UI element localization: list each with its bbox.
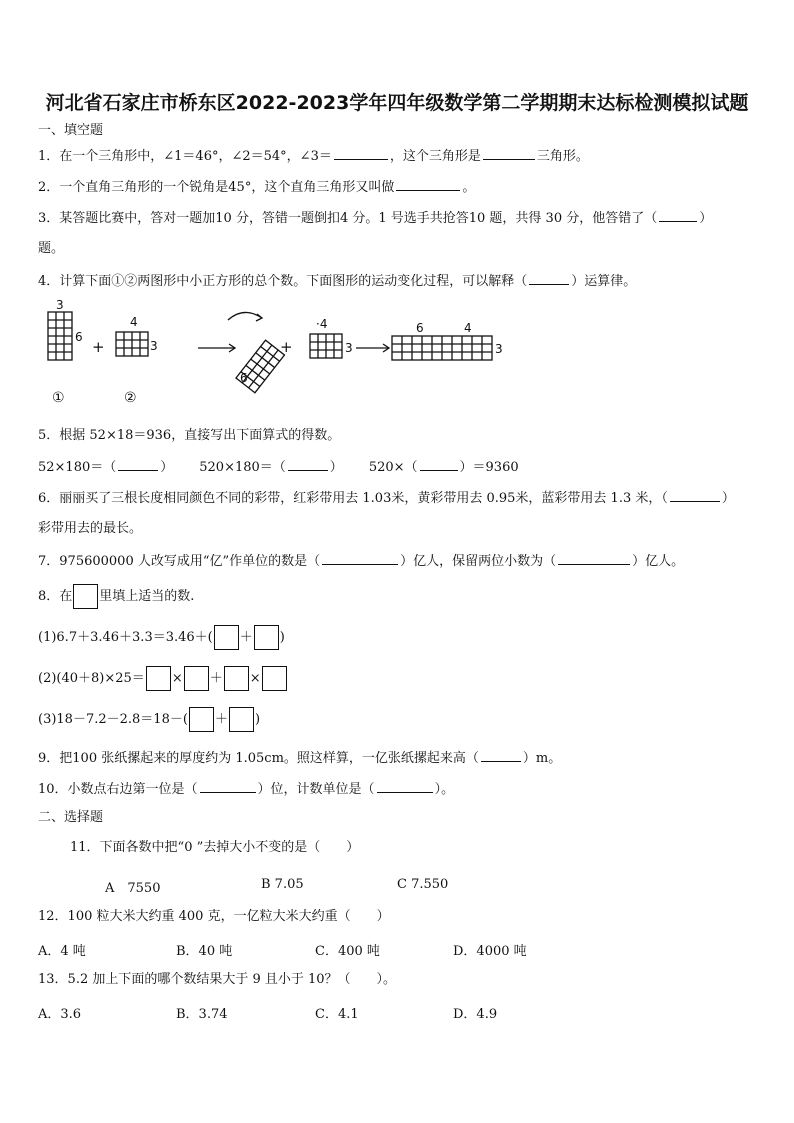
answer-blank[interactable]	[396, 178, 460, 191]
question-4: 4．计算下面①②两图形中小正方形的总个数。下面图形的运动变化过程，可以解释（ ）运算律。	[38, 274, 637, 289]
label-rot-6: 6	[240, 371, 248, 385]
answer-box[interactable]	[189, 707, 214, 732]
question-11: 11．下面各数中把“0 ”去掉大小不变的是（ ）	[70, 840, 360, 855]
label-6-combined: 6	[416, 321, 424, 335]
grid-10x3	[392, 336, 492, 360]
question-6-cont: 彩带用去的最长。	[38, 521, 143, 536]
answer-blank[interactable]	[200, 780, 256, 793]
page-title: 河北省石家庄市桥东区2022-2023学年四年级数学第二学期期末达标检测模拟试题	[45, 92, 749, 114]
option-b[interactable]: B．3.74	[176, 1007, 228, 1022]
question-5: 5．根据 52×18＝936，直接写出下面算式的得数。	[38, 428, 341, 443]
answer-box[interactable]	[146, 666, 171, 691]
answer-blank[interactable]	[334, 147, 388, 160]
option-b[interactable]: B．40 吨	[176, 944, 233, 959]
section-multiple-choice: 二、选择题	[38, 810, 104, 825]
answer-box[interactable]	[262, 666, 287, 691]
option-c[interactable]: C．400 吨	[315, 944, 380, 959]
question-3-cont: 题。	[38, 241, 65, 256]
grid-3x6	[48, 312, 72, 360]
question-8-part-3: (3)18－7.2－2.8＝18－( ＋ )	[38, 707, 260, 733]
option-a[interactable]: A．3.6	[38, 1007, 82, 1022]
question-8: 8．在 里填上适当的数.	[38, 584, 194, 610]
answer-blank[interactable]	[659, 209, 697, 222]
answer-blank[interactable]	[322, 552, 398, 565]
answer-box[interactable]	[184, 666, 209, 691]
answer-box[interactable]	[254, 625, 279, 650]
question-6: 6．丽丽买了三根长度相同颜色不同的彩带，红彩带用去 1.03米，黄彩带用去 0.95米，蓝彩带用去 1.3 米，（ ）	[38, 491, 735, 506]
answer-blank[interactable]	[118, 458, 158, 471]
answer-blank[interactable]	[483, 147, 535, 160]
label-height-3b: 3	[345, 341, 353, 355]
question-2: 2．一个直角三角形的一个锐角是45°，这个直角三角形又叫做 。	[38, 180, 476, 195]
answer-blank[interactable]	[481, 749, 521, 762]
option-c[interactable]: C．4.1	[315, 1007, 359, 1022]
answer-box[interactable]	[229, 707, 254, 732]
rectangle-figure	[40, 298, 510, 410]
option-a[interactable]: A 7550	[105, 881, 161, 896]
question-8-part-2: (2)(40＋8)×25＝ × ＋ ×	[38, 666, 288, 692]
answer-box[interactable]	[224, 666, 249, 691]
question-7: 7．975600000 人改写成用“亿”作单位的数是（ ）亿人，保留两位小数为（ ）亿人。	[38, 554, 685, 569]
label-width-4b: ·4	[316, 317, 328, 331]
section-fill-in: 一、填空题	[38, 123, 104, 138]
answer-box[interactable]	[214, 625, 239, 650]
question-3: 3．某答题比赛中，答对一题加10 分，答错一题倒扣4 分。1 号选手共抢答10 题，共得 30 分，他答错了（ ）	[38, 211, 713, 226]
label-width-3: 3	[56, 298, 64, 312]
answer-box[interactable]	[73, 584, 98, 609]
option-d[interactable]: D．4.9	[453, 1007, 498, 1022]
label-height-3: 3	[150, 339, 158, 353]
label-height-6: 6	[75, 330, 83, 344]
plus-sign: +	[92, 338, 105, 356]
question-12: 12．100 粒大米大约重 400 克，一亿粒大米大约重（ ）	[38, 909, 390, 924]
question-1: 1．在一个三角形中，∠1＝46°，∠2＝54°，∠3＝ ，这个三角形是 三角形。	[38, 149, 589, 164]
label-circle-1: ①	[52, 390, 65, 406]
answer-blank[interactable]	[529, 272, 569, 285]
question-10: 10．小数点右边第一位是（ ）位，计数单位是（ ）。	[38, 782, 455, 797]
answer-blank[interactable]	[558, 552, 630, 565]
answer-blank[interactable]	[670, 489, 720, 502]
option-b[interactable]: B 7.05	[261, 877, 304, 892]
answer-blank[interactable]	[420, 458, 458, 471]
option-c[interactable]: C 7.550	[397, 877, 449, 892]
grid-4x3	[116, 332, 148, 356]
rotation-arrow-icon	[228, 312, 262, 320]
label-circle-2: ②	[124, 390, 137, 406]
question-8-part-1: (1)6.7＋3.46＋3.3＝3.46＋( ＋ )	[38, 625, 285, 651]
option-a[interactable]: A．4 吨	[38, 944, 86, 959]
option-d[interactable]: D．4000 吨	[453, 944, 527, 959]
question-13: 13．5.2 加上下面的哪个数结果大于 9 且小于 10？（ ）。	[38, 972, 397, 987]
answer-blank[interactable]	[288, 458, 328, 471]
label-width-4: 4	[130, 315, 138, 329]
label-3-combined: 3	[495, 342, 503, 356]
question-9: 9．把100 张纸摞起来的厚度约为 1.05cm。照这样算，一亿张纸摞起来高（ ）m。	[38, 751, 562, 766]
answer-blank[interactable]	[377, 780, 433, 793]
plus-sign: +	[280, 338, 293, 356]
grid-4x3-b	[310, 334, 342, 358]
question-5-exprs: 52×180＝（ ） 520×180＝（ ） 520×（ ）＝9360	[38, 460, 519, 475]
label-4-combined: 4	[464, 321, 472, 335]
